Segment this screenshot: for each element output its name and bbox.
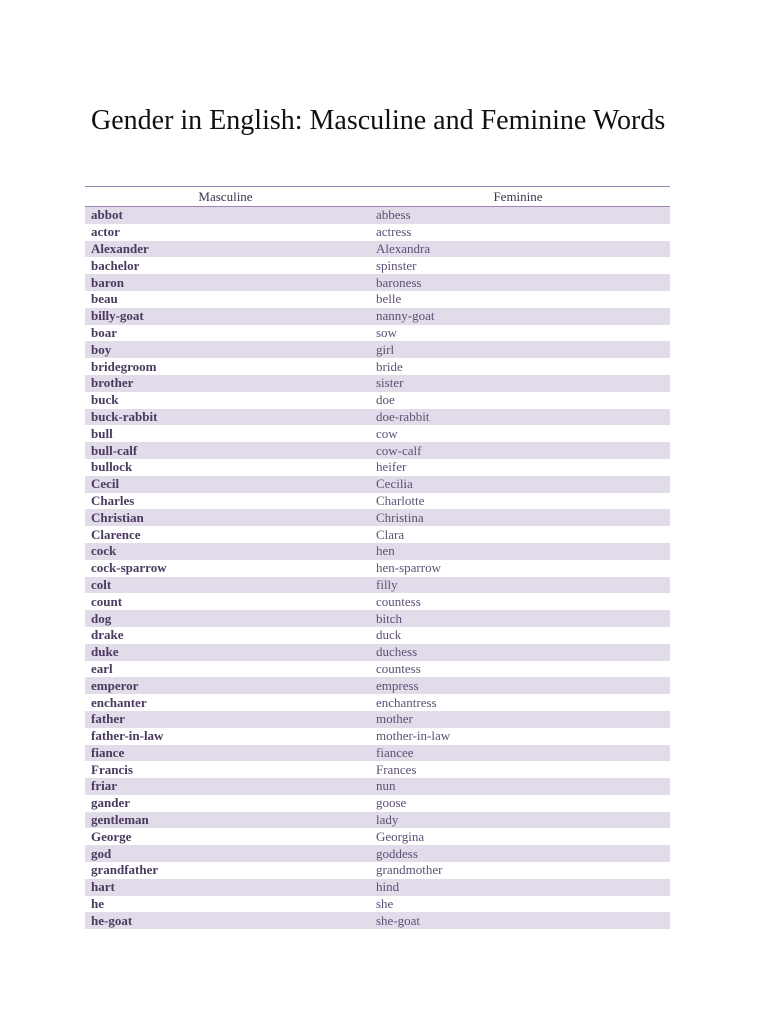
feminine-word: nun <box>366 778 670 795</box>
feminine-word: abbess <box>366 207 670 224</box>
feminine-word: nanny-goat <box>366 308 670 325</box>
table-row <box>85 392 670 409</box>
masculine-word: bull <box>85 425 366 442</box>
masculine-word: friar <box>85 778 366 795</box>
masculine-word: drake <box>85 627 366 644</box>
gender-word-table <box>85 186 670 929</box>
masculine-word: father <box>85 711 366 728</box>
feminine-word: hind <box>366 879 670 896</box>
masculine-word: Charles <box>85 493 366 510</box>
table-row <box>85 745 670 762</box>
masculine-word: bull-calf <box>85 442 366 459</box>
table-row <box>85 677 670 694</box>
masculine-word: dog <box>85 610 366 627</box>
masculine-word: fiance <box>85 745 366 762</box>
masculine-word: god <box>85 845 366 862</box>
table-row <box>85 308 670 325</box>
masculine-word: grandfather <box>85 862 366 879</box>
masculine-word: Christian <box>85 509 366 526</box>
feminine-word: cow <box>366 425 670 442</box>
feminine-word: bitch <box>366 610 670 627</box>
table-row <box>85 425 670 442</box>
masculine-word: boy <box>85 341 366 358</box>
feminine-word: sister <box>366 375 670 392</box>
feminine-word: spinster <box>366 257 670 274</box>
feminine-word: she <box>366 896 670 913</box>
table-row <box>85 476 670 493</box>
masculine-word: emperor <box>85 677 366 694</box>
table-row <box>85 375 670 392</box>
feminine-word: empress <box>366 677 670 694</box>
table-row <box>85 257 670 274</box>
table-row <box>85 543 670 560</box>
table-row <box>85 459 670 476</box>
feminine-word: Charlotte <box>366 493 670 510</box>
table-row <box>85 644 670 661</box>
masculine-word: actor <box>85 224 366 241</box>
table-header-row <box>85 187 670 207</box>
feminine-word: bride <box>366 358 670 375</box>
masculine-word: bachelor <box>85 257 366 274</box>
feminine-word: filly <box>366 577 670 594</box>
feminine-word: Christina <box>366 509 670 526</box>
table-row <box>85 409 670 426</box>
table-row <box>85 879 670 896</box>
table-row <box>85 795 670 812</box>
masculine-word: beau <box>85 291 366 308</box>
feminine-word: sow <box>366 325 670 342</box>
table-row <box>85 862 670 879</box>
feminine-word: heifer <box>366 459 670 476</box>
masculine-word: cock <box>85 543 366 560</box>
feminine-word: Georgina <box>366 828 670 845</box>
table-body <box>85 207 670 930</box>
masculine-word: duke <box>85 644 366 661</box>
table-row <box>85 509 670 526</box>
table-row <box>85 325 670 342</box>
masculine-word: Alexander <box>85 241 366 258</box>
table-row <box>85 241 670 258</box>
table-row <box>85 627 670 644</box>
feminine-word: mother-in-law <box>366 728 670 745</box>
feminine-word: Frances <box>366 761 670 778</box>
table-row <box>85 661 670 678</box>
feminine-word: Cecilia <box>366 476 670 493</box>
feminine-word: girl <box>366 341 670 358</box>
masculine-word: boar <box>85 325 366 342</box>
table-row <box>85 812 670 829</box>
masculine-word: abbot <box>85 207 366 224</box>
feminine-word: duck <box>366 627 670 644</box>
table-row <box>85 728 670 745</box>
masculine-word: buck <box>85 392 366 409</box>
table-row <box>85 291 670 308</box>
masculine-word: gentleman <box>85 812 366 829</box>
table-row <box>85 694 670 711</box>
table-row <box>85 912 670 929</box>
masculine-word: billy-goat <box>85 308 366 325</box>
masculine-word: he <box>85 896 366 913</box>
table-row <box>85 224 670 241</box>
feminine-word: goose <box>366 795 670 812</box>
table-row <box>85 274 670 291</box>
feminine-word: Alexandra <box>366 241 670 258</box>
feminine-word: doe-rabbit <box>366 409 670 426</box>
masculine-word: Cecil <box>85 476 366 493</box>
feminine-word: hen <box>366 543 670 560</box>
table-row <box>85 493 670 510</box>
masculine-word: count <box>85 593 366 610</box>
masculine-word: buck-rabbit <box>85 409 366 426</box>
table-row <box>85 845 670 862</box>
table-row <box>85 593 670 610</box>
table-row <box>85 526 670 543</box>
table-row <box>85 896 670 913</box>
masculine-word: cock-sparrow <box>85 560 366 577</box>
feminine-word: enchantress <box>366 694 670 711</box>
masculine-word: father-in-law <box>85 728 366 745</box>
masculine-word: earl <box>85 661 366 678</box>
feminine-word: mother <box>366 711 670 728</box>
feminine-word: doe <box>366 392 670 409</box>
feminine-word: duchess <box>366 644 670 661</box>
masculine-word: he-goat <box>85 912 366 929</box>
masculine-word: Clarence <box>85 526 366 543</box>
table-row <box>85 577 670 594</box>
table-row <box>85 442 670 459</box>
feminine-word: she-goat <box>366 912 670 929</box>
feminine-word: countess <box>366 593 670 610</box>
table-header <box>85 187 670 207</box>
column-header-feminine: Feminine <box>366 187 670 207</box>
masculine-word: baron <box>85 274 366 291</box>
masculine-word: bullock <box>85 459 366 476</box>
feminine-word: goddess <box>366 845 670 862</box>
masculine-word: enchanter <box>85 694 366 711</box>
table-row <box>85 711 670 728</box>
table-row <box>85 778 670 795</box>
feminine-word: Clara <box>366 526 670 543</box>
masculine-word: colt <box>85 577 366 594</box>
masculine-word: bridegroom <box>85 358 366 375</box>
masculine-word: George <box>85 828 366 845</box>
feminine-word: belle <box>366 291 670 308</box>
feminine-word: countess <box>366 661 670 678</box>
table-row <box>85 341 670 358</box>
feminine-word: grandmother <box>366 862 670 879</box>
masculine-word: brother <box>85 375 366 392</box>
page-title: Gender in English: Masculine and Feminine Words <box>91 105 666 136</box>
table-row <box>85 358 670 375</box>
table-row <box>85 207 670 224</box>
feminine-word: lady <box>366 812 670 829</box>
table-row <box>85 610 670 627</box>
feminine-word: actress <box>366 224 670 241</box>
feminine-word: fiancee <box>366 745 670 762</box>
feminine-word: cow-calf <box>366 442 670 459</box>
table-row <box>85 560 670 577</box>
column-header-masculine: Masculine <box>85 187 366 207</box>
masculine-word: gander <box>85 795 366 812</box>
feminine-word: hen-sparrow <box>366 560 670 577</box>
table-row <box>85 761 670 778</box>
masculine-word: Francis <box>85 761 366 778</box>
masculine-word: hart <box>85 879 366 896</box>
table-row <box>85 828 670 845</box>
feminine-word: baroness <box>366 274 670 291</box>
